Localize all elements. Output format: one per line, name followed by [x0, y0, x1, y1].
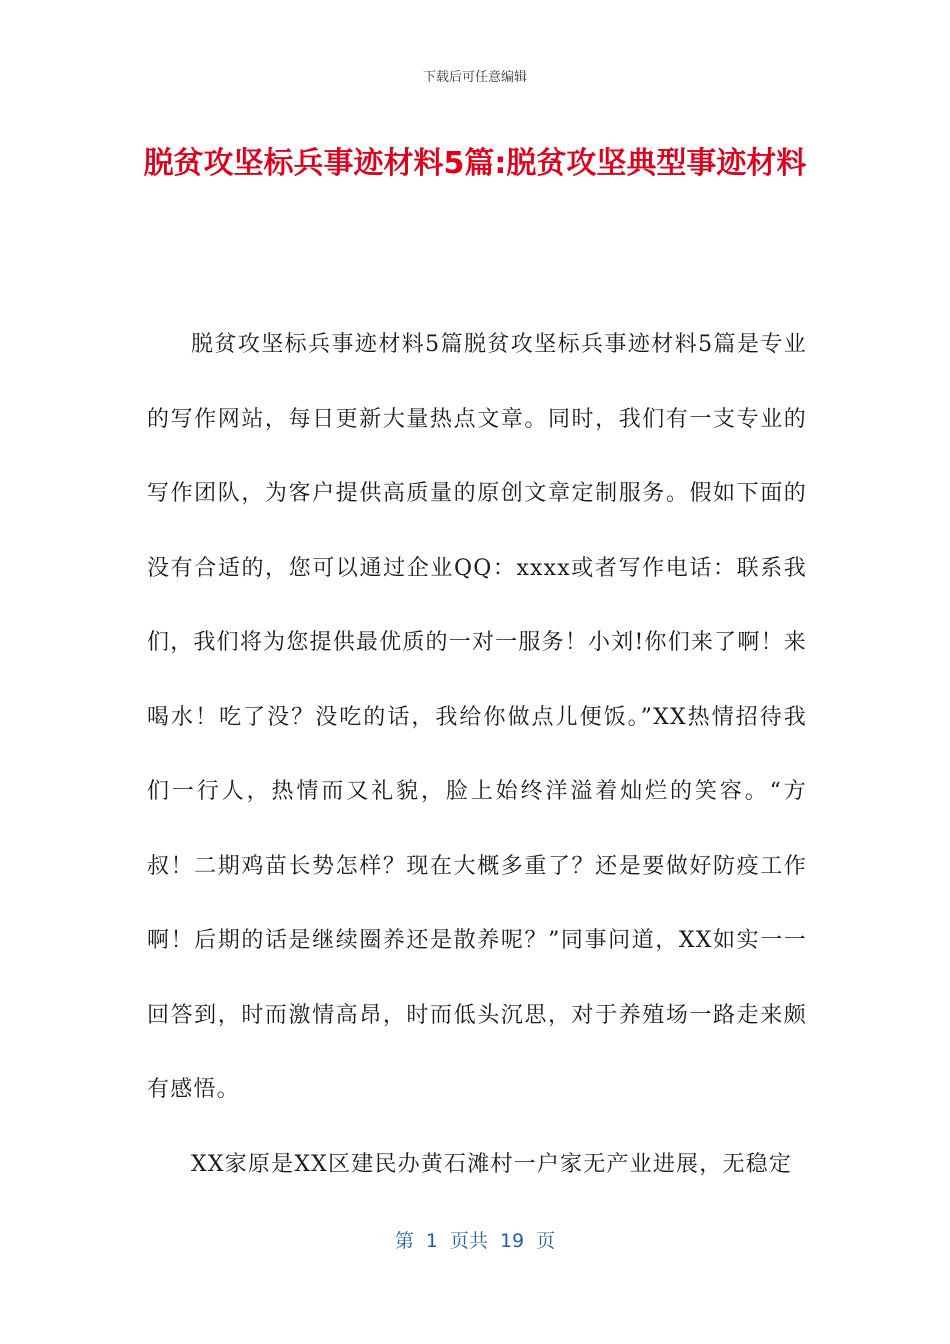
header-note: 下载后可任意编辑: [422, 70, 527, 85]
paragraph: XX家原是XX区建民办黄石滩村一户家无产业进展，无稳定: [191, 1151, 793, 1177]
page-label: 第: [394, 1230, 414, 1252]
page-suffix: 页: [536, 1230, 556, 1252]
paragraph: 脱贫攻坚标兵事迹材料5篇脱贫攻坚标兵事迹材料5篇是专业的写作网站，每日更新大量热点文章。同时，我们有一支专业的写作团队，为客户提供高质量的原创文章定制服务。假如下面的没有合适的，您可以通过企业QQ：xxxx或者写作电话：联系我们，我们将为您提供最优质的一对一服务！小刘!你们来了啊！来喝水！吃了没？没吃的话，我给你做点儿便饭。”XX热情招待我们一行人，热情而又礼貌，脸上始终洋溢着灿烂的笑容。“方叔！二期鸡苗长势怎样？现在大概多重了？还是要做好防疫工作啊！后期的话是继续圈养还是散养呢？”同事问道，XX如实一一回答到，时而激情高昂，时而低头沉思，对于养殖场一路走来颇有感悟。: [147, 332, 807, 1102]
page-number: 1: [425, 1230, 438, 1252]
page-footer: [0, 1226, 950, 1253]
document-title: 脱贫攻坚标兵事迹材料5篇:脱贫攻坚典型事迹材料: [143, 146, 807, 181]
document-body: [147, 308, 807, 1202]
total-label: 页共: [449, 1230, 488, 1252]
total-pages: 19: [499, 1230, 525, 1252]
